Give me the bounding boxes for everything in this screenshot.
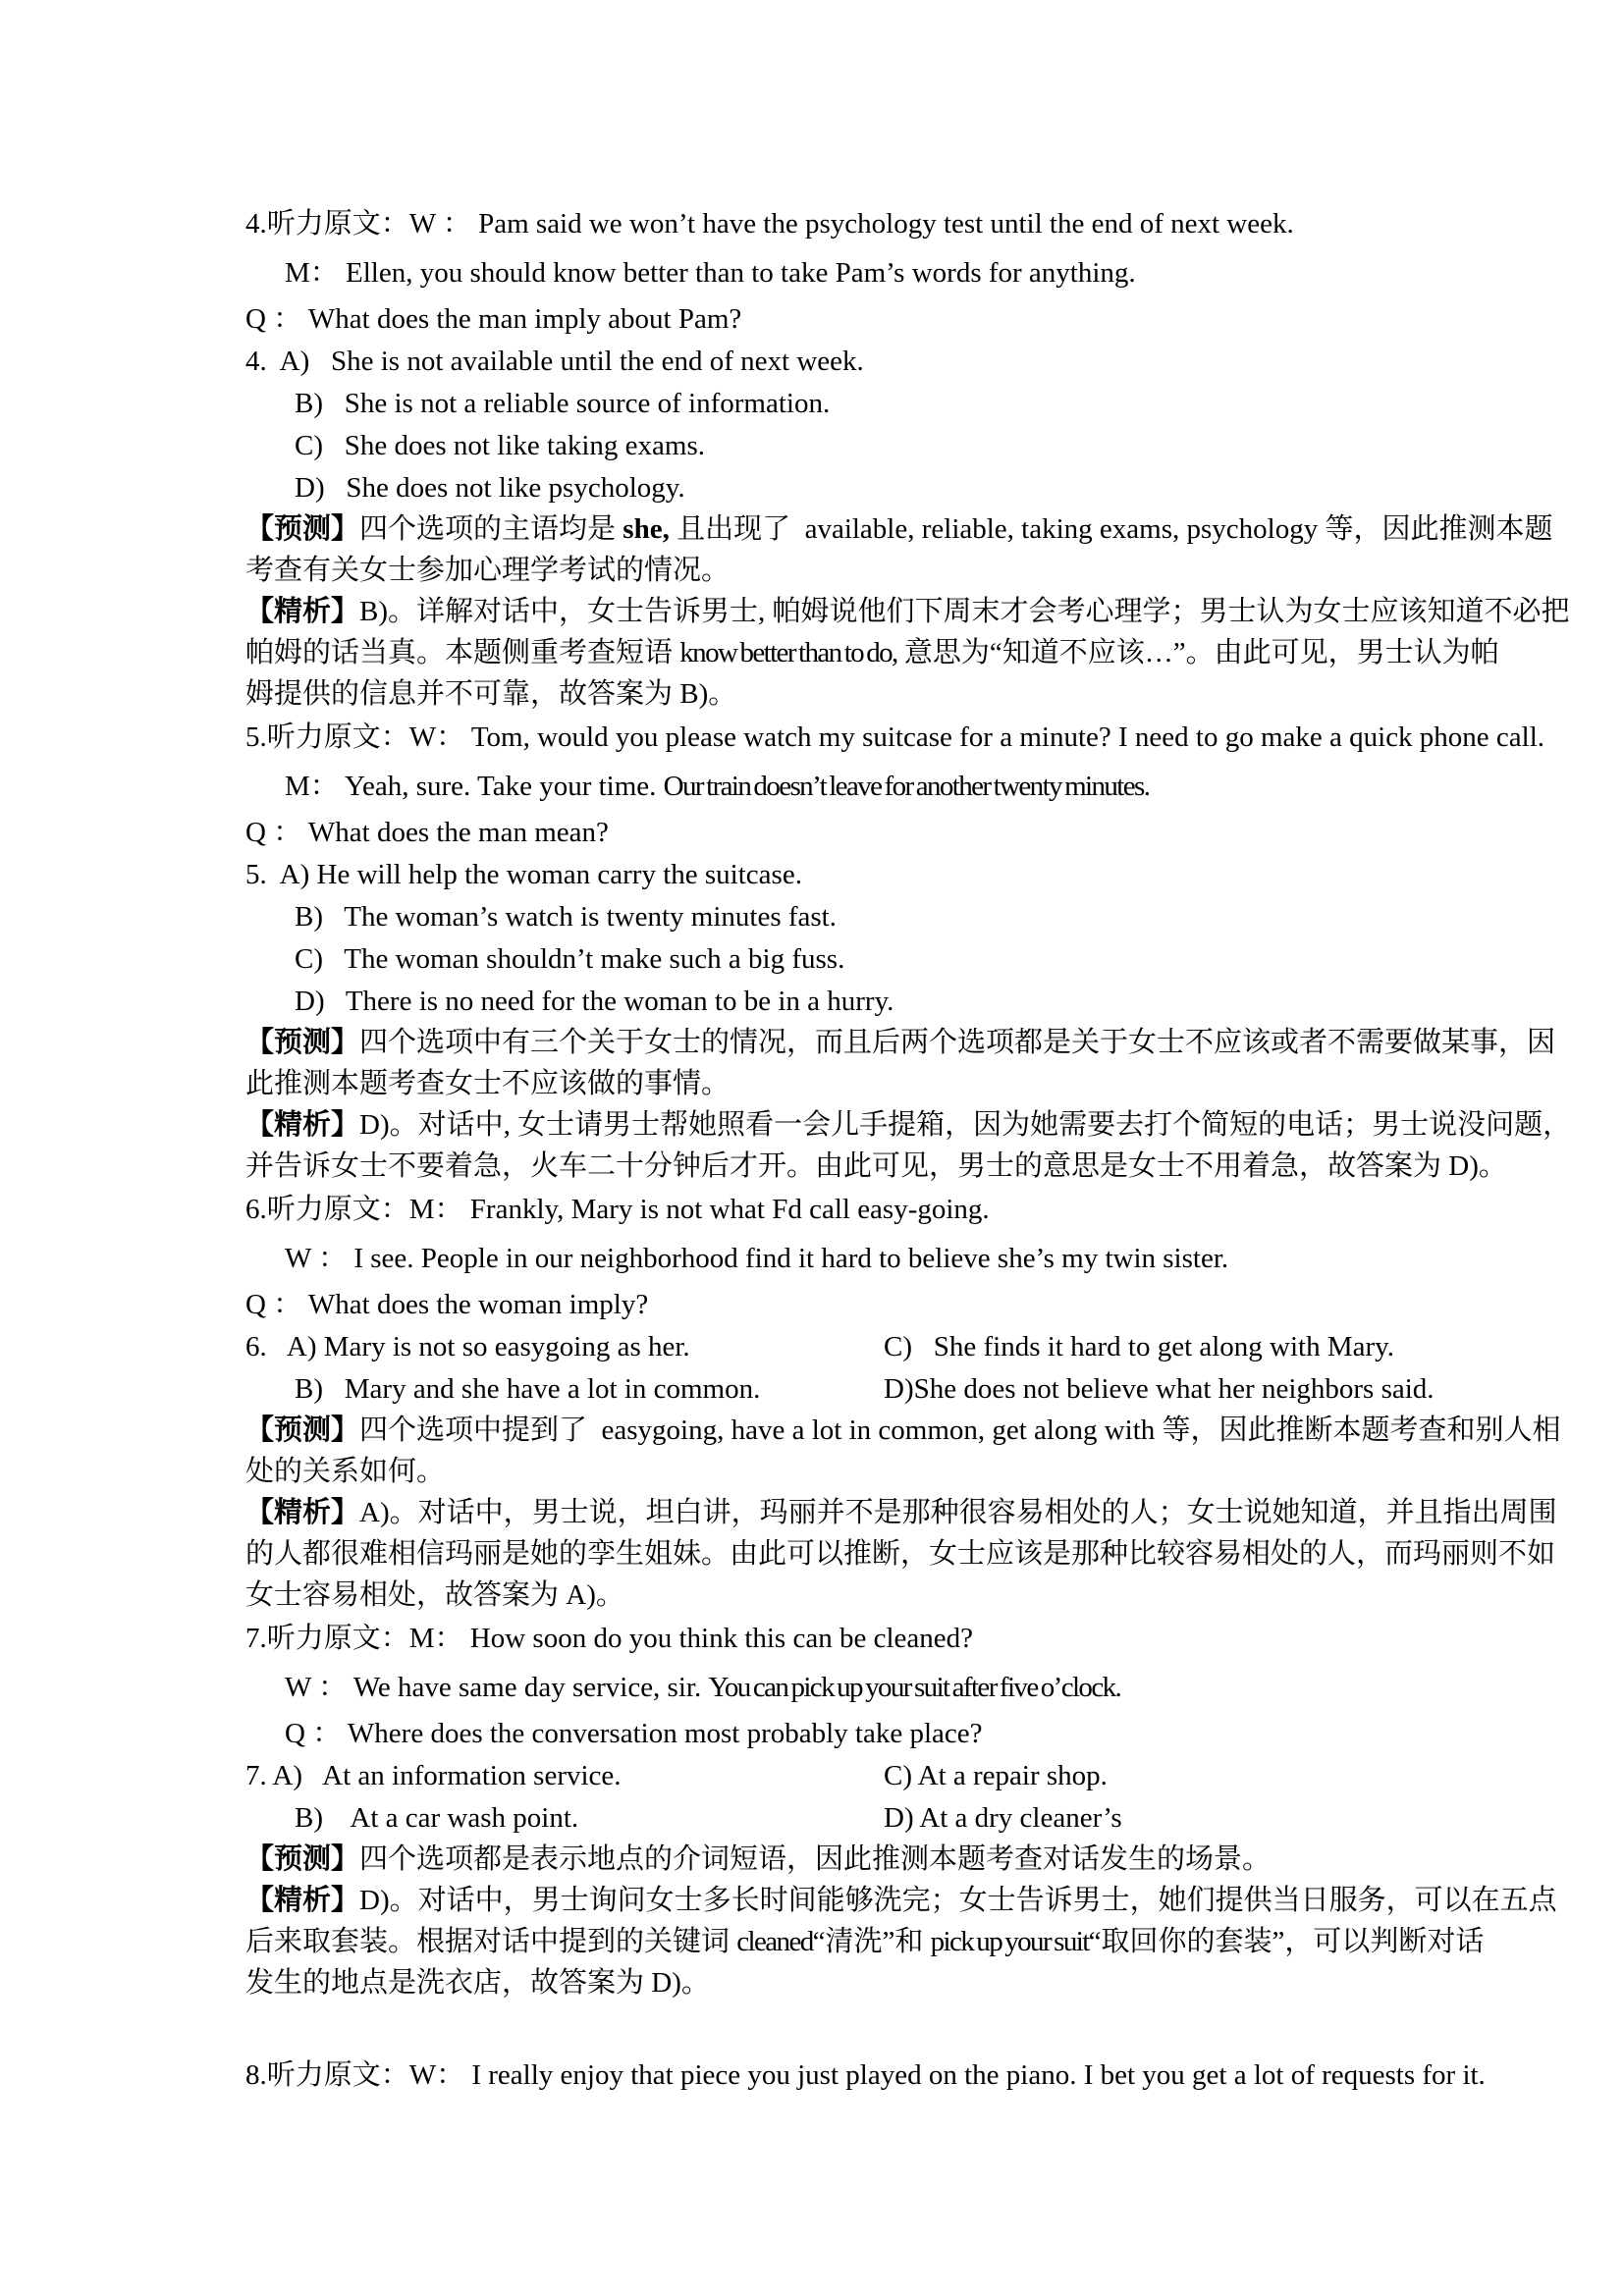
option-line [295, 386, 1414, 421]
text-segment: 的人都很难相信玛丽是她的孪生姐妹。由此可以推断，女士应该是那种比较容易相处的人，而玛丽则不如 [245, 1538, 1556, 1570]
question-line [285, 1716, 1414, 1751]
text-segment: B) The woman’s watch is twenty minutes fast. [295, 901, 837, 933]
text-segment: 四个选项中有三个关于女士的情况，而且后两个选项都是关于女士不应该或者不需要做某事，因 [359, 1027, 1556, 1058]
prediction-line [245, 511, 1553, 547]
text-segment: B)。详解对话中，女士告诉男士, 帕姆说他们下周末才会考心理学；男士认为女士应该知道不必把 [359, 596, 1570, 627]
text-segment: D) At a dry cleaner’s [884, 1802, 1122, 1834]
text-segment: 意思为“知道不应该…”。由此可见，男士认为帕 [896, 637, 1499, 668]
text-segment: D)。对话中，男士询问女士多长时间能够洗完；女士告诉男士，她们提供当日服务，可以在五点 [359, 1885, 1557, 1916]
continuation-line [245, 1066, 1414, 1101]
option-line [295, 428, 1414, 463]
text-segment: Q ： What does the woman imply? [245, 1289, 649, 1320]
continuation-line [245, 1536, 1556, 1572]
text-segment: D) There is no need for the woman to be in a hurry. [295, 986, 894, 1017]
text-segment: C) She finds it hard to get along with Mary. [884, 1331, 1395, 1362]
prediction-line [245, 1025, 1556, 1060]
question-line [245, 1287, 1414, 1322]
text-segment: 女士容易相处，故答案为 A)。 [245, 1579, 624, 1611]
text-segment: Q ： What does the man imply about Pam? [245, 303, 742, 335]
text-segment: 4. A) She is not available until the end of next week. [245, 346, 864, 377]
condensed-text: You can pick up your suit after five o’clock. [708, 1672, 1121, 1703]
text-segment: 8.听力原文：W： I really enjoy that piece you just played on the piano. I bet you get a lot of requests for it. [245, 2059, 1486, 2091]
text-segment: 且出现了 available, reliable, taking exams, psychology 等，因此推测本题 [669, 513, 1553, 545]
text-segment: 7. A) At an information service. [245, 1760, 622, 1791]
option-line [295, 984, 1414, 1019]
dialog-line [285, 769, 1414, 804]
text-segment: D)。对话中, 女士请男士帮她照看一会儿手提箱，因为她需要去打个简短的电话；男士说没问题， [359, 1109, 1572, 1141]
text-segment: Q ： Where does the conversation most probably take place? [285, 1718, 983, 1749]
text-segment: A)。对话中，男士说，坦白讲，玛丽并不是那种很容易相处的人；女士说她知道，并且指出周围 [359, 1497, 1557, 1528]
prediction-line [245, 1842, 1414, 1877]
text-segment: 6.听力原文：M： Frankly, Mary is not what Fd call easy-going. [245, 1194, 990, 1225]
text-segment: 四个选项都是表示地点的介词短语，因此推测本题考查对话发生的场景。 [359, 1843, 1272, 1875]
dialog-line [285, 255, 1414, 291]
option-line [295, 941, 1414, 977]
text-segment: 考查有关女士参加心理学考试的情况。 [245, 555, 731, 586]
dialog-line [285, 1241, 1414, 1276]
option-row [245, 1758, 1414, 1793]
text-segment: 处的关系如何。 [245, 1456, 446, 1487]
text-segment: B) At a car wash point. [295, 1802, 579, 1834]
text-segment: 7.听力原文：M： How soon do you think this can be cleaned? [245, 1623, 974, 1654]
text-segment: W ： We have same day service, sir. [285, 1672, 709, 1703]
option-row [295, 1800, 1414, 1836]
option-second-column [884, 1758, 1108, 1793]
document-content [245, 198, 1572, 2093]
condensed-text: Our train doesn’t leave for another twenty minutes. [663, 771, 1150, 802]
condensed-text: cleaned [736, 1926, 813, 1957]
option-second-column [884, 1800, 1122, 1836]
option-second-column [884, 1371, 1435, 1407]
text-segment: B) She is not a reliable source of information. [295, 388, 831, 419]
bold-text: 【精析】 [245, 596, 360, 627]
bold-text: 【预测】 [245, 1843, 360, 1875]
transcript-line [245, 1621, 1414, 1656]
text-segment: 四个选项中提到了 easygoing, have a lot in common, get along with 等，因此推断本题考查和别人相 [359, 1415, 1561, 1446]
continuation-line [245, 1965, 1414, 2001]
bold-text: 【预测】 [245, 1027, 360, 1058]
text-segment: 并告诉女士不要着急，火车二十分钟后才开。由此可见，男士的意思是女士不用着急，故答案为 D)。 [245, 1150, 1507, 1182]
continuation-line [245, 553, 1414, 588]
dialog-line [285, 1670, 1414, 1705]
option-line [245, 344, 1414, 379]
continuation-line [245, 1577, 1414, 1613]
text-segment: B) Mary and she have a lot in common. [295, 1373, 761, 1405]
option-line [245, 857, 1414, 892]
analysis-line [245, 594, 1570, 629]
transcript-line [245, 1192, 1414, 1227]
bold-text: 【精析】 [245, 1885, 360, 1916]
text-segment: D) She does not like psychology. [295, 472, 685, 504]
text-segment: 姆提供的信息并不可靠，故答案为 B)。 [245, 678, 737, 710]
option-row [295, 1371, 1435, 1407]
condensed-text: know better than to do, [679, 637, 897, 668]
transcript-line [245, 206, 1414, 241]
text-segment: M： Yeah, sure. Take your time. [285, 771, 664, 802]
text-segment: 帕姆的话当真。本题侧重考查短语 [245, 637, 680, 668]
bold-text: 【预测】 [245, 1415, 360, 1446]
text-segment: “取回你的套装”，可以判断对话 [1088, 1926, 1485, 1957]
text-segment: 后来取套装。根据对话中提到的关键词 [245, 1926, 737, 1957]
continuation-line [245, 676, 1414, 712]
continuation-line [245, 635, 1499, 670]
text-segment: 此推测本题考查女士不应该做的事情。 [245, 1068, 731, 1099]
option-line [295, 470, 1414, 506]
text-segment: 发生的地点是洗衣店，故答案为 D)。 [245, 1967, 710, 1999]
option-row [245, 1329, 1414, 1364]
text-segment: “清洗”和 [812, 1926, 931, 1957]
condensed-text: pick up your suit [930, 1926, 1089, 1957]
text-segment: C) The woman shouldn’t make such a big fuss. [295, 943, 845, 975]
text-segment: M： Ellen, you should know better than to take Pam’s words for anything. [285, 257, 1136, 289]
question-line [245, 815, 1414, 850]
bold-text: she, [623, 513, 670, 545]
text-segment: 四个选项的主语均是 [359, 513, 623, 545]
continuation-line [245, 1454, 1414, 1489]
text-segment: 5. A) He will help the woman carry the suitcase. [245, 859, 802, 890]
analysis-line [245, 1107, 1572, 1143]
option-second-column [884, 1329, 1394, 1364]
prediction-line [245, 1413, 1561, 1448]
text-segment: D)She does not believe what her neighbors said. [884, 1373, 1435, 1405]
bold-text: 【精析】 [245, 1109, 360, 1141]
continuation-line [245, 1924, 1485, 1959]
continuation-line [245, 1148, 1507, 1184]
text-segment: C) She does not like taking exams. [295, 430, 706, 461]
text-segment: Q ： What does the man mean? [245, 817, 609, 848]
analysis-line [245, 1495, 1557, 1530]
bold-text: 【预测】 [245, 513, 360, 545]
transcript-line [245, 2057, 1486, 2093]
text-segment: 4.听力原文：W ： Pam said we won’t have the psychology test until the end of next week. [245, 208, 1294, 240]
question-line [245, 301, 1414, 337]
text-segment: C) At a repair shop. [884, 1760, 1108, 1791]
analysis-line [245, 1883, 1557, 1918]
option-line [295, 899, 1414, 934]
text-segment: W ： I see. People in our neighborhood find it hard to believe she’s my twin sister. [285, 1243, 1229, 1274]
text-segment: 5.听力原文：W： Tom, would you please watch my suitcase for a minute? I need to go make a quick phone call. [245, 721, 1545, 753]
text-segment: 6. A) Mary is not so easygoing as her. [245, 1331, 690, 1362]
transcript-line [245, 720, 1545, 755]
bold-text: 【精析】 [245, 1497, 360, 1528]
